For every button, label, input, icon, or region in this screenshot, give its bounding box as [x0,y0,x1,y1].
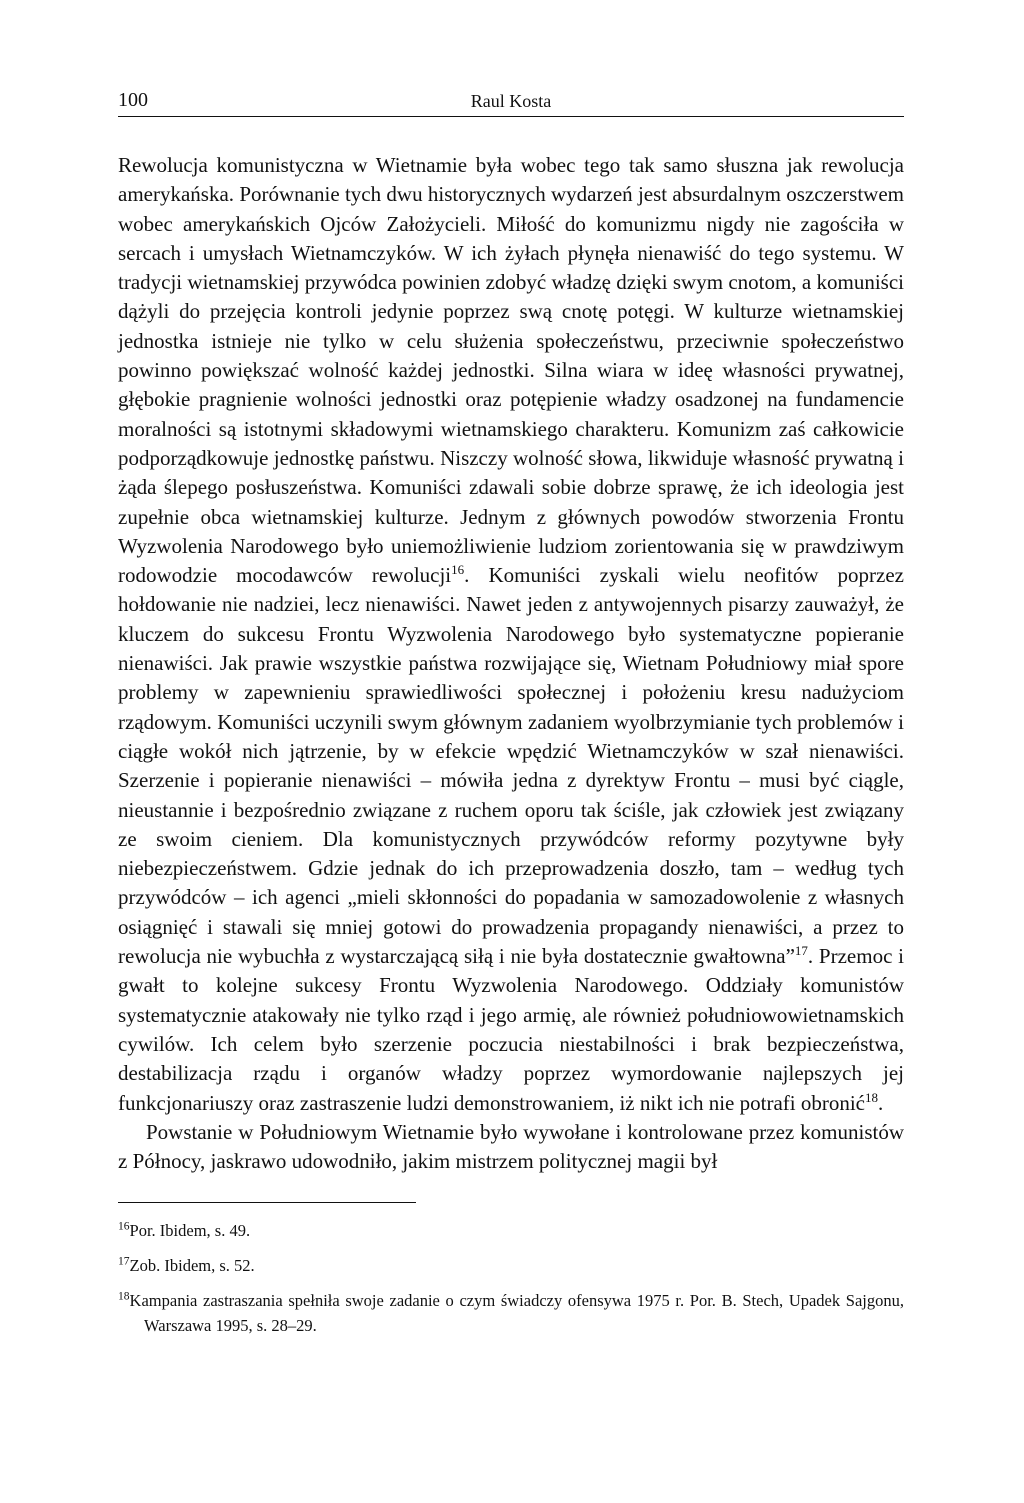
paragraph-1-text-c: . Przemoc i gwałt to kolejne sukcesy Frontu Wyzwolenia Narodowego. Oddziały komunistów systematycznie atakowały nie tylko rząd i jego armię, ale również południowowietnamskich cywilów. Ich celem było szerzenie poczucia niestabilności i brak bezpieczeństwa, destabilizacja rządu i organów władzy poprzez wymordowanie najlepszych jej funkcjonariuszy oraz zastraszenie ludzi demonstrowaniem, iż nikt ich nie potrafi obronić [118,944,904,1115]
paragraph-1-text-d: . [878,1090,884,1115]
document-page [118,86,904,1348]
paragraph-1-text-b: . Komuniści zyskali wielu neofitów poprzez hołdowanie nie nadziei, lecz nienawiści. Nawet jeden z antywojennych pisarzy zauważył, że kluczem do sukcesu Frontu Wyzwolenia Narodowego było systematyczne popieranie nienawiści. Jak prawie wszystkie państwa rozwijające się, Wietnam Południowy miał spore problemy w zapewnieniu sprawiedliwości społecznej i położeniu kresu nadużyciom rządowym. Komuniści uczynili swym głównym zadaniem wyolbrzymianie tych problemów i ciągłe wokół nich jątrzenie, by w efekcie wpędzić Wietnamczyków w szał nienawiści. Szerzenie i popieranie nienawiści – mówiła jedna z dyrektyw Frontu – musi być ciągle, nieustannie i bezpośrednio związane z ruchem oporu tak ściśle, jak człowiek jest związany ze swoim cieniem. Dla komunistycznych przywódców reformy pozytywne były niebezpieczeństwem. Gdzie jednak do ich przeprowadzenia doszło, tam – według tych przywódców – ich agenci „mieli skłonności do popadania w samozadowolenie z własnych osiągnięć i stawali się mniej gotowi do prowadzenia propagandy nienawiści, a przez to rewolucja nie wybuchła z wystarczającą siłą i nie była dostatecznie gwałtowna” [118,563,904,969]
footnote-17 [118,1253,904,1278]
footnote-ref-17[interactable]: 17 [794,943,808,959]
footnote-text: Kampania zastraszania spełniła swoje zadanie o czym świadczy ofensywa 1975 r. Por. B. Stech, Upadek Sajgonu, Warszawa 1995, s. 28–29. [129,1291,904,1336]
body-text [118,151,904,1176]
footnote-ref-18[interactable]: 18 [865,1089,879,1105]
footnote-number: 17 [118,1255,130,1268]
footnote-separator [118,1202,416,1203]
footnote-ref-16[interactable]: 16 [451,562,465,578]
paragraph-1 [118,151,904,1118]
footnotes [118,1218,904,1338]
page-header [118,86,904,117]
paragraph-1-text-a: Rewolucja komunistyczna w Wietnamie była wobec tego tak samo słuszna jak rewolucja amerykańska. Porównanie tych dwu historycznych wydarzeń jest absurdalnym oszczerstwem wobec amerykańskich Ojców Założycieli. Miłość do komunizmu nigdy nie zagościła w sercach i umysłach Wietnamczyków. W ich żyłach płynęła nienawiść do tego systemu. W tradycji wietnamskiej przywódca powinien zdobyć władzę dzięki swym cnotom, a komuniści dążyli do przejęcia kontroli jedynie poprzez swą cnotę potęgi. W kulturze wietnamskiej jednostka istnieje nie tylko w celu służenia społeczeństwu, przeciwnie społeczeństwo powinno powiększać wolność każdej jednostki. Silna wiara w ideę własności prywatnej, głębokie pragnienie wolności jednostki oraz potępienie władzy osadzonej na fundamencie moralności są istotnymi składowymi wietnamskiego charakteru. Komunizm zaś całkowicie podporządkowuje jednostkę państwu. Niszczy wolność słowa, likwiduje własność prywatną i żąda ślepego posłuszeństwa. Komuniści zdawali sobie dobrze sprawę, że ich ideologia jest zupełnie obca wietnamskiej kulturze. Jednym z głównych powodów stworzenia Frontu Wyzwolenia Narodowego było uniemożliwienie ludziom zorientowania się w prawdziwym rodowodzie mocodawców rewolucji [118,153,904,588]
paragraph-2: Powstanie w Południowym Wietnamie było wywołane i kontrolowane przez komunistów z Północy, jaskrawo udowodniło, jakim mistrzem politycznej magii był [118,1119,904,1174]
footnote-text: Por. Ibidem, s. 49. [129,1221,251,1241]
footnote-text: Zob. Ibidem, s. 52. [129,1256,255,1276]
page-number: 100 [118,89,148,111]
footnote-number: 18 [118,1290,130,1303]
footnote-18 [118,1288,904,1338]
footnote-number: 16 [118,1220,130,1233]
footnote-16 [118,1218,904,1243]
running-head-author: Raul Kosta [470,91,552,111]
